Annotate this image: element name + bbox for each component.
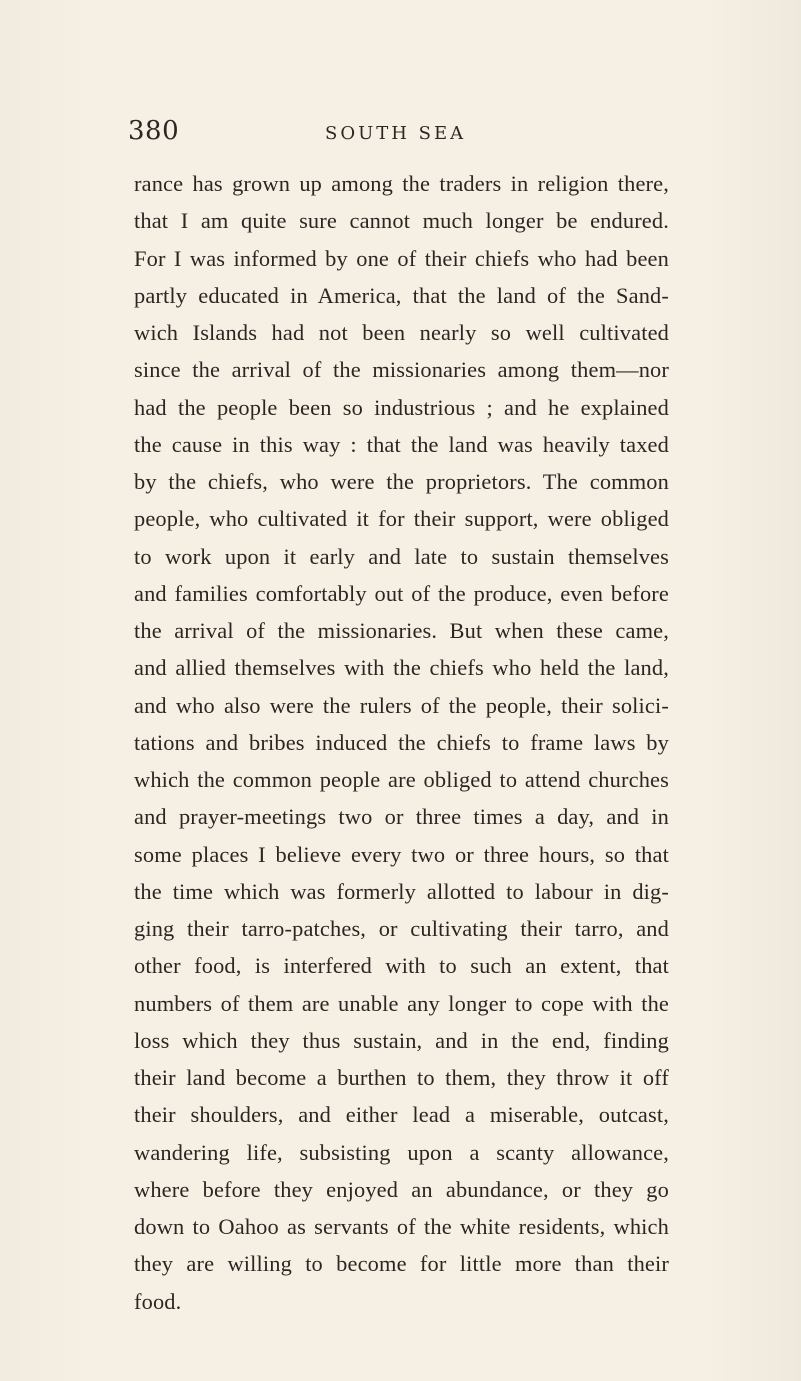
text-line: numbers of them are unable any longer to cope with the [134, 990, 669, 1016]
text-line: since the arrival of the missionaries among them—nor [134, 357, 669, 383]
text-line: people, who cultivated it for their support, were obliged [134, 506, 669, 532]
text-line: and who also were the rulers of the people, their solici- [134, 692, 669, 718]
text-line: their shoulders, and either lead a miserable, outcast, [134, 1102, 669, 1128]
text-line: to work upon it early and late to sustain themselves [134, 543, 669, 569]
page-header [128, 116, 688, 150]
text-line: other food, is interfered with to such an extent, that [134, 953, 669, 979]
text-line: had the people been so industrious ; and he explained [134, 394, 669, 420]
page-number: 380 [128, 116, 180, 146]
text-line: some places I believe every two or three hours, so that [134, 841, 669, 867]
text-line: down to Oahoo as servants of the white residents, which [134, 1214, 669, 1239]
text-line: partly educated in America, that the land of the Sand- [134, 282, 669, 308]
text-line: tations and bribes induced the chiefs to frame laws by [134, 729, 669, 755]
text-line: by the chiefs, who were the proprietors. The common [134, 469, 669, 494]
text-line: which the common people are obliged to attend churches [134, 767, 669, 792]
text-line: where before they enjoyed an abundance, or they go [134, 1176, 669, 1202]
text-line: rance has grown up among the traders in religion there, [134, 171, 669, 196]
text-line: they are willing to become for little more than their [134, 1251, 669, 1277]
text-line: wich Islands had not been nearly so well cultivated [134, 320, 669, 345]
text-line: ging their tarro-patches, or cultivating their tarro, and [134, 916, 669, 941]
text-line: the arrival of the missionaries. But when these came, [134, 618, 669, 643]
text-line: and prayer-meetings two or three times a day, and in [134, 804, 669, 830]
text-line: wandering life, subsisting upon a scanty allowance, [134, 1139, 669, 1165]
text-line: For I was informed by one of their chiefs who had been [134, 245, 669, 271]
text-line: their land become a burthen to them, they throw it off [134, 1065, 669, 1090]
body-paragraph [134, 165, 669, 1320]
text-line: loss which they thus sustain, and in the end, finding [134, 1027, 669, 1053]
running-head: SOUTH SEA [325, 123, 467, 144]
text-line: that I am quite sure cannot much longer be endured. [134, 208, 669, 234]
text-line: and allied themselves with the chiefs who held the land, [134, 655, 669, 681]
text-line: food. [134, 1288, 182, 1314]
text-line: and families comfortably out of the produce, even before [134, 580, 669, 606]
text-line: the time which was formerly allotted to labour in dig- [134, 878, 669, 904]
text-line: the cause in this way : that the land was heavily taxed [134, 431, 669, 457]
